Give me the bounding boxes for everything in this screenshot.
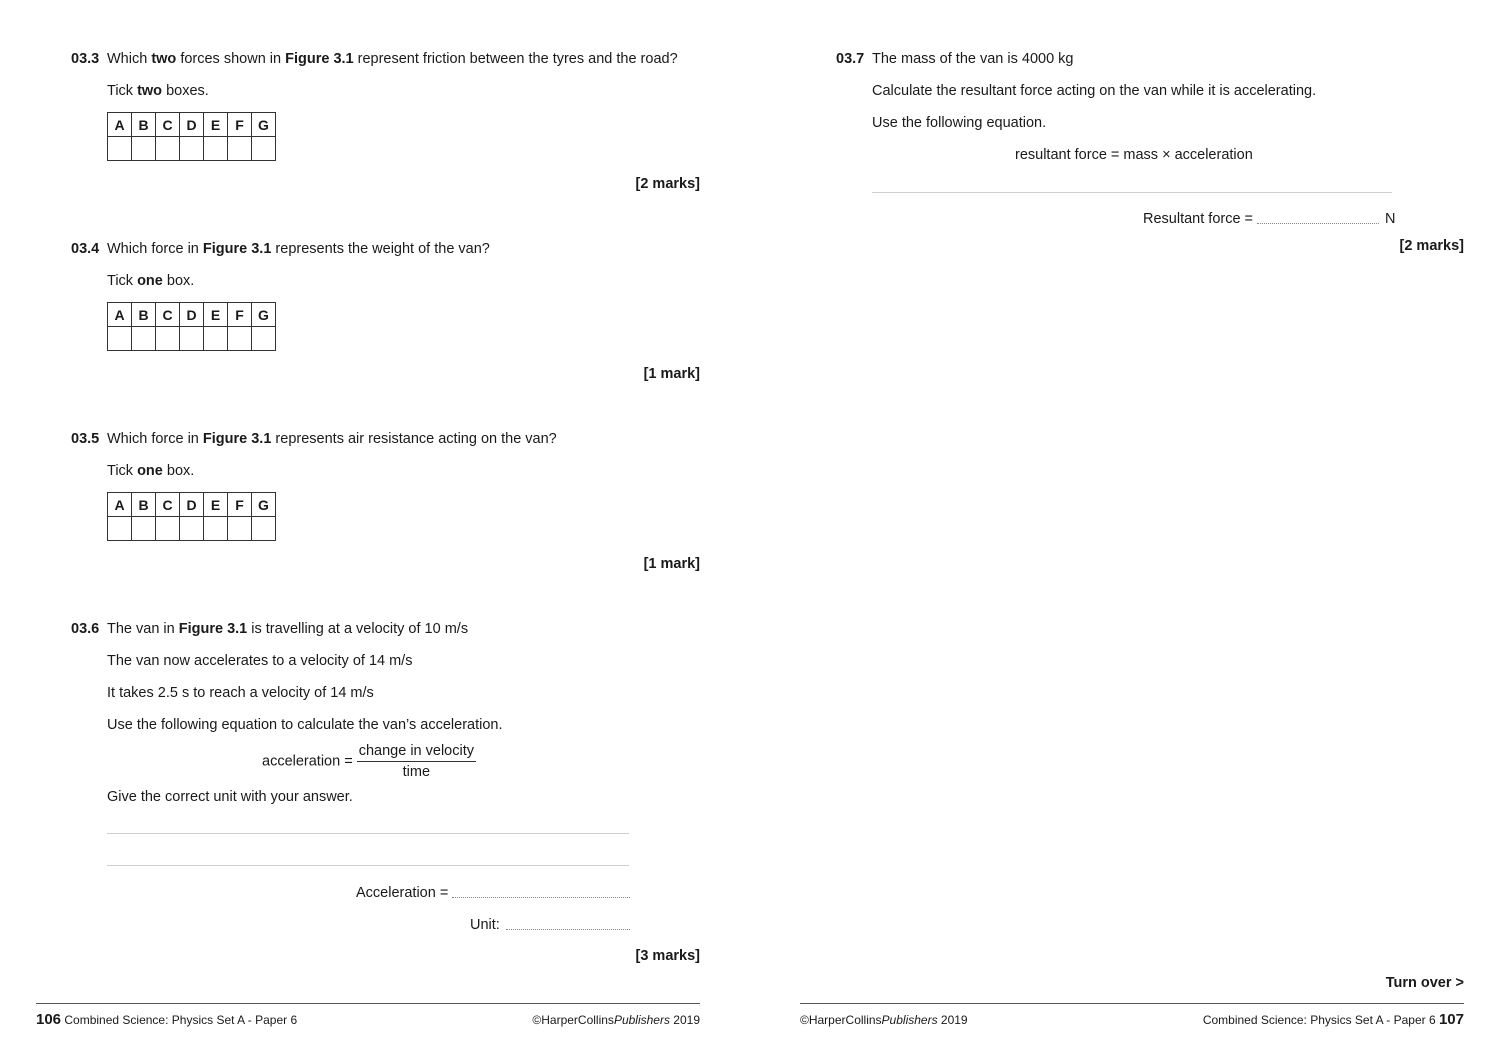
question-number: 03.7 <box>836 51 865 67</box>
marks-label: [3 marks] <box>635 948 700 964</box>
question-number: 03.6 <box>71 621 100 637</box>
question-03-5: 03.5 Which force in Figure 3.1 represents air resistance acting on the van? <box>71 431 557 447</box>
tick-instruction: Tick one box. <box>107 463 195 479</box>
right-page <box>750 0 1500 1061</box>
tick-box-letter: F <box>228 493 252 517</box>
tick-box-d[interactable] <box>180 327 204 351</box>
tick-box-row[interactable] <box>108 137 276 161</box>
tick-box-letter: A <box>108 303 132 327</box>
page-number: 107 <box>1438 1011 1464 1028</box>
footer-right <box>1203 1012 1464 1028</box>
tick-box-letter: D <box>180 113 204 137</box>
answer-unit: N <box>1385 211 1396 227</box>
footer-divider <box>800 1003 1464 1004</box>
question-03-6: 03.6 The van in Figure 3.1 is travelling at a velocity of 10 m/s <box>71 621 469 637</box>
footer-copyright: ©HarperCollinsPublishers 2019 <box>532 1013 700 1027</box>
fraction-numerator: change in velocity <box>357 742 476 762</box>
tick-box-f[interactable] <box>228 137 252 161</box>
page-number: 106 <box>36 1011 62 1028</box>
tick-box-letter: G <box>252 113 276 137</box>
marks-label: [1 mark] <box>643 366 700 382</box>
tick-box-row[interactable] <box>108 327 276 351</box>
tick-box-letter: A <box>108 113 132 137</box>
tick-box-a[interactable] <box>108 327 132 351</box>
resultant-force-answer-label: Resultant force = <box>1143 211 1254 227</box>
tick-box-table-03-5 <box>107 492 276 541</box>
tick-box-d[interactable] <box>180 517 204 541</box>
marks-label: [2 marks] <box>1399 238 1464 254</box>
question-number: 03.4 <box>71 241 100 257</box>
tick-box-d[interactable] <box>180 137 204 161</box>
tick-box-letter: C <box>156 113 180 137</box>
question-number: 03.3 <box>71 51 100 67</box>
question-text: The van now accelerates to a velocity of 14 m/s <box>107 653 413 669</box>
tick-box-e[interactable] <box>204 327 228 351</box>
tick-box-letters <box>108 303 276 327</box>
tick-box-a[interactable] <box>108 137 132 161</box>
tick-box-c[interactable] <box>156 327 180 351</box>
question-text: Calculate the resultant force acting on the van while it is accelerating. <box>872 83 1317 99</box>
acceleration-answer-field[interactable] <box>452 897 630 898</box>
working-line[interactable] <box>107 833 629 834</box>
resultant-force-answer-field[interactable] <box>1257 223 1379 224</box>
tick-box-g[interactable] <box>252 137 276 161</box>
tick-box-letter: C <box>156 303 180 327</box>
acceleration-equation <box>262 742 476 781</box>
footer-divider <box>36 1003 700 1004</box>
unit-answer-label: Unit: <box>470 917 500 933</box>
tick-box-f[interactable] <box>228 327 252 351</box>
tick-box-letters <box>108 493 276 517</box>
tick-box-letter: E <box>204 493 228 517</box>
footer-title: Combined Science: Physics Set A - Paper 6 <box>1202 1013 1436 1027</box>
tick-box-letters <box>108 113 276 137</box>
tick-box-e[interactable] <box>204 137 228 161</box>
tick-box-row[interactable] <box>108 517 276 541</box>
working-line[interactable] <box>107 865 629 866</box>
tick-box-letter: E <box>204 303 228 327</box>
tick-box-b[interactable] <box>132 517 156 541</box>
marks-label: [1 mark] <box>643 556 700 572</box>
equation-fraction <box>357 742 476 781</box>
tick-box-e[interactable] <box>204 517 228 541</box>
question-text: It takes 2.5 s to reach a velocity of 14 m/s <box>107 685 374 701</box>
question-number: 03.5 <box>71 431 100 447</box>
footer-title: Combined Science: Physics Set A - Paper 6 <box>64 1013 298 1027</box>
tick-box-table-03-3 <box>107 112 276 161</box>
tick-box-letter: G <box>252 303 276 327</box>
tick-box-c[interactable] <box>156 137 180 161</box>
tick-box-a[interactable] <box>108 517 132 541</box>
tick-box-b[interactable] <box>132 327 156 351</box>
question-03-4: 03.4 Which force in Figure 3.1 represents the weight of the van? <box>71 241 490 257</box>
marks-label: [2 marks] <box>635 176 700 192</box>
tick-box-b[interactable] <box>132 137 156 161</box>
tick-instruction: Tick one box. <box>107 273 195 289</box>
tick-box-letter: F <box>228 303 252 327</box>
tick-box-g[interactable] <box>252 517 276 541</box>
fraction-denominator: time <box>402 764 431 780</box>
question-text: Use the following equation. <box>872 115 1047 131</box>
question-03-3: 03.3 Which two forces shown in Figure 3.1 represent friction between the tyres and the road? <box>71 51 678 67</box>
footer-left <box>36 1012 297 1028</box>
equation-lhs: acceleration = <box>262 753 353 770</box>
tick-box-c[interactable] <box>156 517 180 541</box>
acceleration-answer-label: Acceleration = <box>356 885 449 901</box>
tick-box-letter: F <box>228 113 252 137</box>
question-03-7: 03.7 The mass of the van is 4000 kg <box>836 51 1074 67</box>
working-line[interactable] <box>872 192 1392 193</box>
tick-box-letter: B <box>132 493 156 517</box>
tick-box-f[interactable] <box>228 517 252 541</box>
resultant-force-equation: resultant force = mass × acceleration <box>1015 147 1253 163</box>
tick-box-letter: D <box>180 493 204 517</box>
question-text: Use the following equation to calculate the van’s acceleration. <box>107 717 503 733</box>
turn-over-label: Turn over > <box>1385 975 1464 991</box>
tick-box-letter: C <box>156 493 180 517</box>
tick-box-letter: A <box>108 493 132 517</box>
unit-answer-field[interactable] <box>506 929 630 930</box>
tick-box-letter: B <box>132 303 156 327</box>
tick-box-letter: E <box>204 113 228 137</box>
tick-box-letter: D <box>180 303 204 327</box>
question-text: Give the correct unit with your answer. <box>107 789 353 805</box>
tick-box-letter: B <box>132 113 156 137</box>
tick-box-table-03-4 <box>107 302 276 351</box>
tick-box-letter: G <box>252 493 276 517</box>
tick-instruction: Tick two boxes. <box>107 83 209 99</box>
tick-box-g[interactable] <box>252 327 276 351</box>
footer-copyright: ©HarperCollinsPublishers 2019 <box>800 1013 968 1027</box>
